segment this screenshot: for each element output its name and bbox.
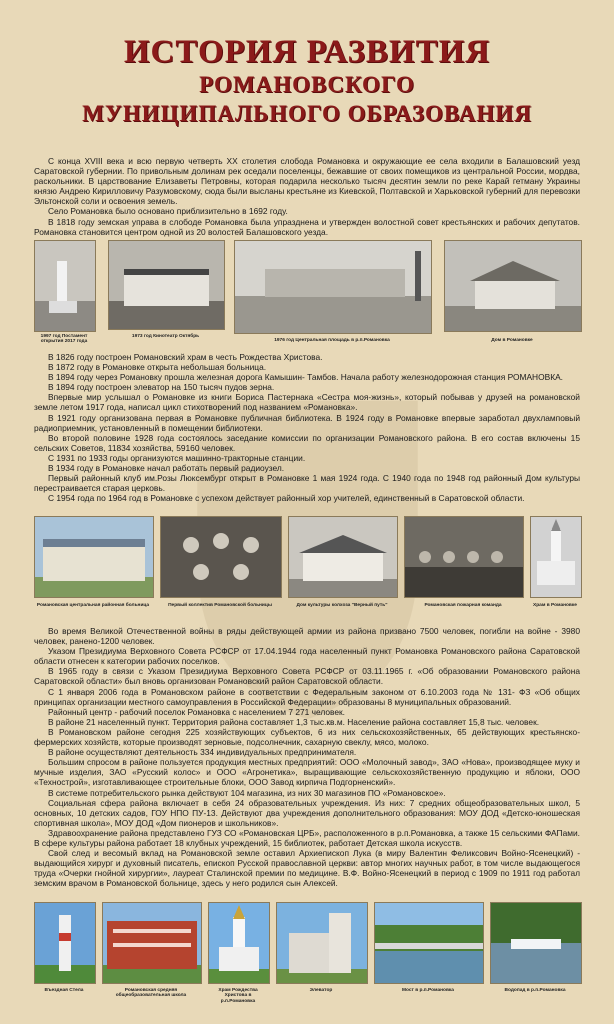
paragraph: Первый районный клуб им.Розы Люксембург открыт в Романовке 1 мая 1924 года. С 1940 года по 1948 год районный Дом культуры перестраивается старая церковь. [34,473,580,494]
culture-house-photo [288,516,398,598]
paragraph: В 1934 году в Романовке начал работать первый радиоузел. [48,463,285,474]
photo-caption: Романовская центральная районная больница [36,603,150,608]
paragraph: В районе осуществляют деятельность 334 индивидуальных предпринимателя. [48,747,357,758]
photo-caption: 1973 год Кинотеатр Октябрь [131,334,200,339]
paragraph: Здравоохранение района представлено ГУЗ СО «Романовская ЦРБ», расположенного в р.п.Романовка, а также 15 сельскими ФАПами. В сфере культуры района работает 18 клубных учреждений, 15 библиотек, работает Детская школа искусств. [34,827,580,848]
school-photo [102,902,202,984]
photo-caption: Элеватор [309,988,333,993]
photo-caption: Романовская средняя общеобразовательная школа [115,988,187,999]
photo-caption: Первый коллектив Романовской больницы [168,603,272,608]
paragraph: С 1954 года по 1964 год в Романовке с успехом действует районный хор учителей, единственный в Саратовской области. [48,493,525,504]
history-text-3 [34,626,580,888]
paragraph: Впервые мир услышал о Романовке из книги Бориса Пастернака «Сестра моя-жизнь», который побывав у друзей на романовской земле летом 1917 года, написал цикл стихотворений под названием «Романовка». [34,392,580,413]
paragraph: С 1 января 2006 года в Романовском районе в соответствии с Федеральным законом от 6.10.2003 года № 131- ФЗ «Об общих принципах организации местного самоуправления в Российской Федерации» образованы 8 муниципальных образований. [34,686,580,707]
hospital-photo [34,516,154,598]
central-square-photo [234,240,432,334]
photo-caption: Водопад в р.п.Романовка [504,988,566,993]
page-subtitle-line-1: РОМАНОВСКОГО [199,72,415,97]
hospital-staff-photo [160,516,282,598]
entrance-stele-photo [34,902,96,984]
paragraph: Указом Президиума Верховного Совета РСФСР от 17.04.1944 года населенный пункт Романовка Романовского района Саратовской области отнесен к категории рабочих поселков. [34,646,580,667]
paragraph: В 1826 году построен Романовский храм в честь Рождества Христова. [48,352,323,362]
photo-caption: Дом в Романовке [491,338,533,343]
paragraph: В районе 21 населенный пункт. Территория района составляет 1,3 тыс.кв.м. Население района составляет 15,8 тыс. человек. [48,716,540,727]
paragraph: В 1965 году в связи с Указом Президиума Верховного Совета РСФСР от 03.11.1965 г. «Об образовании Романовского района Саратовской области» был вновь организован Романовский район Саратовской области. [34,666,580,687]
paragraph: Село Романовка было основано приблизительно в 1692 году. [48,206,288,217]
paragraph: Большим спросом в районе пользуется продукция местных предприятий: ООО «Молочный завод», ЗАО «Нова», производящее муку и мучные изделия, ЗАО «Русский колос» и ООО «Агронетика», выращивающие сельскохозяйственную продукцию и яблоки, ООО «Технострой», изготавливающее строительные блоки, ООО Завод кирпича Подгорненский». [34,757,580,788]
page-subtitle-line-2: МУНИЦИПАЛЬНОГО ОБРАЗОВАНИЯ [82,101,532,126]
waterfall-photo [490,902,582,984]
fire-brigade-photo [404,516,524,598]
church-photo [208,902,270,984]
elevator-photo [276,902,368,984]
church-old-photo [530,516,582,598]
page-title: ИСТОРИЯ РАЗВИТИЯ [123,34,491,70]
photo-caption: Мост в р.п.Романовка [402,988,454,993]
photo-caption: Въездная Стела [44,988,84,993]
history-text-1 [34,156,580,237]
paragraph: Во второй половине 1928 года состоялось заседание комиссии по организации Романовского района. В его состав включены 15 сельских Советов, 11834 хозяйства, 59160 человек. [34,432,580,453]
bridge-photo [374,902,484,984]
paragraph: В 1818 году земская управа в слободе Романовка была упразднена и утвержден волостной совет крестьянских и рабочих депутатов. Романовка становится центром одной из 20 волостей Балашовского уезда. [34,216,580,237]
photo-caption: 1997 год Постамент открытия 2017 года [40,334,88,345]
photo-caption: Храм Рождества Христова в р.п.Романовка [218,988,258,1004]
history-text-2 [34,352,580,503]
cinema-photo [108,240,225,330]
photo-caption: 1976 год Центральная площадь в р.п.Романовка [274,338,390,343]
paragraph: Во время Великой Отечественной войны в ряды действующей армии из района призвано 7500 человек, погибли на войне - 3980 человек, ранено-1200 человек. [34,626,580,647]
photo-caption: Дом культуры колхоза "Верный путь" [296,603,388,608]
monument-photo [34,240,96,332]
paragraph: С конца XVIII века и всю первую четверть XX столетия слобода Романовка и окружающие ее села входили в Балашовский уезд Саратовской губернии. По привольным долинам рек оседали поселенцы, бежавшие от своих помещиков из центральной России, мордва, раскольники. В царствование Елизаветы Петровны, которая подарила несколько тысяч десятин земли по реке Карай гетману Украины князю Андрею Кирилловичу Разумовскому, сюда были высланы крестьяне из Киевской, Полтавской и Харьковской губерний для перевозки Эльтонской соли и освоения земель. [34,156,580,207]
paragraph: В 1894 году через Романовку прошла железная дорога Камышин- Тамбов. Начала работу железнодорожная станция РОМАНОВКА. [48,372,563,383]
paragraph: В 1921 году организована первая в Романовке публичная библиотека. В 1924 году в Романовке впервые заработал двухламповый радиоприемник, установленный в помещении библиотеки. [34,412,580,433]
house-photo [444,240,582,332]
paragraph: В 1872 году в Романовке открыта небольшая больница. [48,362,267,373]
paragraph: Районный центр - рабочий поселок Романовка с населением 7 271 человек. [48,706,345,717]
paragraph: Свой след и весомый вклад на Романовской земле оставил Архиепископ Лука (в миру Валентин Феликсович Войно-Ясенецкий) - выдающийся хирург и духовный писатель, епископ Русской православной церкви: автор многих научных работ, в том числе выдающегося труда «Очерки гнойной хирургии», лауреат Сталинской премии по медицине. В.Ф. Войно-Ясенецкий в период с 1909 по 1911 год работал земским врачом в Романовской больнице, здесь у него родился сын Алексей. [34,848,580,889]
paragraph: Социальная сфера района включает в себя 24 образовательных учреждения. Из них: 7 средних общеобразовательных школ, 5 основных, 10 детских садов, ГОУ НПО ПУ-13. Действуют два учреждения дополнительного образования: МОУ ДОД «Детско-юношеская спортивная школа», МОУ ДОД «Дом пионеров и школьников». [34,797,580,828]
paragraph: С 1931 по 1933 годы организуются машинно-тракторные станции. [48,452,306,463]
paragraph: В Романовском районе сегодня 225 хозяйствующих субъектов, 6 из них сельскохозяйственных, 65 действующих крестьянско-фермерских хозяйств, которые производят зерновые, подсолнечник, сахарную свеклу, мясо, молоко. [34,726,580,748]
paragraph: В 1894 году построен элеватор на 150 тысяч пудов зерна. [48,382,275,393]
photo-caption: Романовская пожарная команда [424,603,502,608]
photo-caption: Храм в Романовке [533,603,577,608]
paragraph: В системе потребительского рынка действуют 104 магазина, из них 30 магазинов ПО «Романовское». [48,787,446,798]
